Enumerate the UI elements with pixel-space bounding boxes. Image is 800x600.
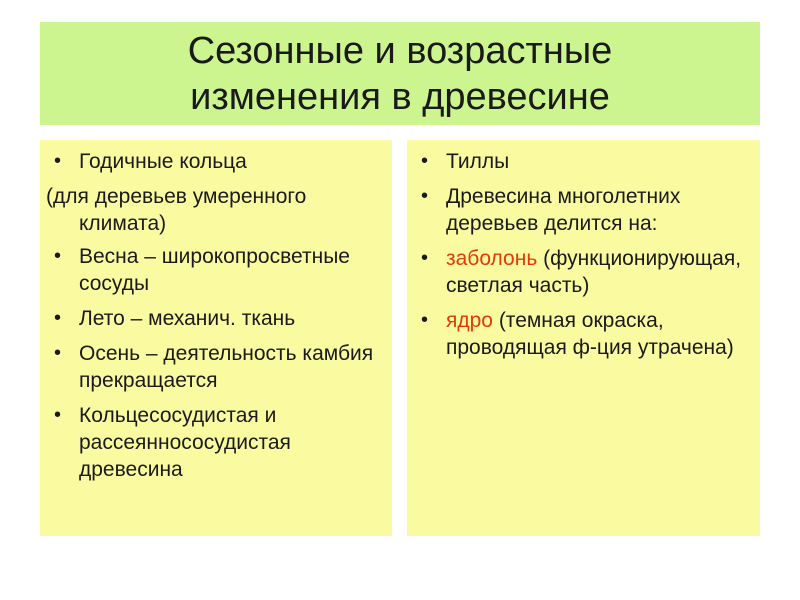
- list-item-text: (для деревьев умеренного: [46, 185, 307, 208]
- list-item-text-continuation: климата): [79, 212, 167, 235]
- right-column: [407, 140, 760, 536]
- list-item-text: (функционирующая, светлая часть): [446, 247, 742, 297]
- list-item: [407, 245, 760, 299]
- list-item: [407, 148, 760, 175]
- list-item: [40, 340, 392, 394]
- slide-title-line-2: изменения в древесине: [190, 75, 610, 118]
- list-item-text: Годичные кольца: [79, 150, 247, 173]
- highlight-term-heartwood: ядро: [446, 309, 493, 332]
- slide-title-box: [40, 22, 760, 125]
- list-item-text: Древесина многолетних деревьев делится на:: [446, 185, 681, 235]
- list-item: [40, 148, 392, 175]
- list-item: [40, 402, 392, 483]
- list-item-text: Осень – деятельность камбия прекращается: [79, 342, 374, 392]
- list-item-text: Весна – широкопросветные сосуды: [79, 245, 350, 295]
- right-bullet-list: [407, 148, 760, 369]
- list-item-text: (темная окраска, проводящая ф-ция утрачена): [446, 309, 734, 359]
- list-item-subtext: [40, 183, 392, 237]
- list-item: [40, 305, 392, 332]
- list-item-text: Тиллы: [446, 150, 510, 173]
- list-item-text: Кольцесосудистая и рассеяннососудистая древесина: [79, 404, 291, 481]
- list-item: [407, 307, 760, 361]
- slide-title-line-1: Сезонные и возрастные: [187, 29, 613, 72]
- list-item: [407, 183, 760, 237]
- list-item-text: Лето – механич. ткань: [79, 307, 296, 330]
- highlight-term-sapwood: заболонь: [446, 247, 538, 270]
- left-column: [40, 140, 392, 536]
- list-item: [40, 243, 392, 297]
- left-bullet-list: [40, 148, 392, 491]
